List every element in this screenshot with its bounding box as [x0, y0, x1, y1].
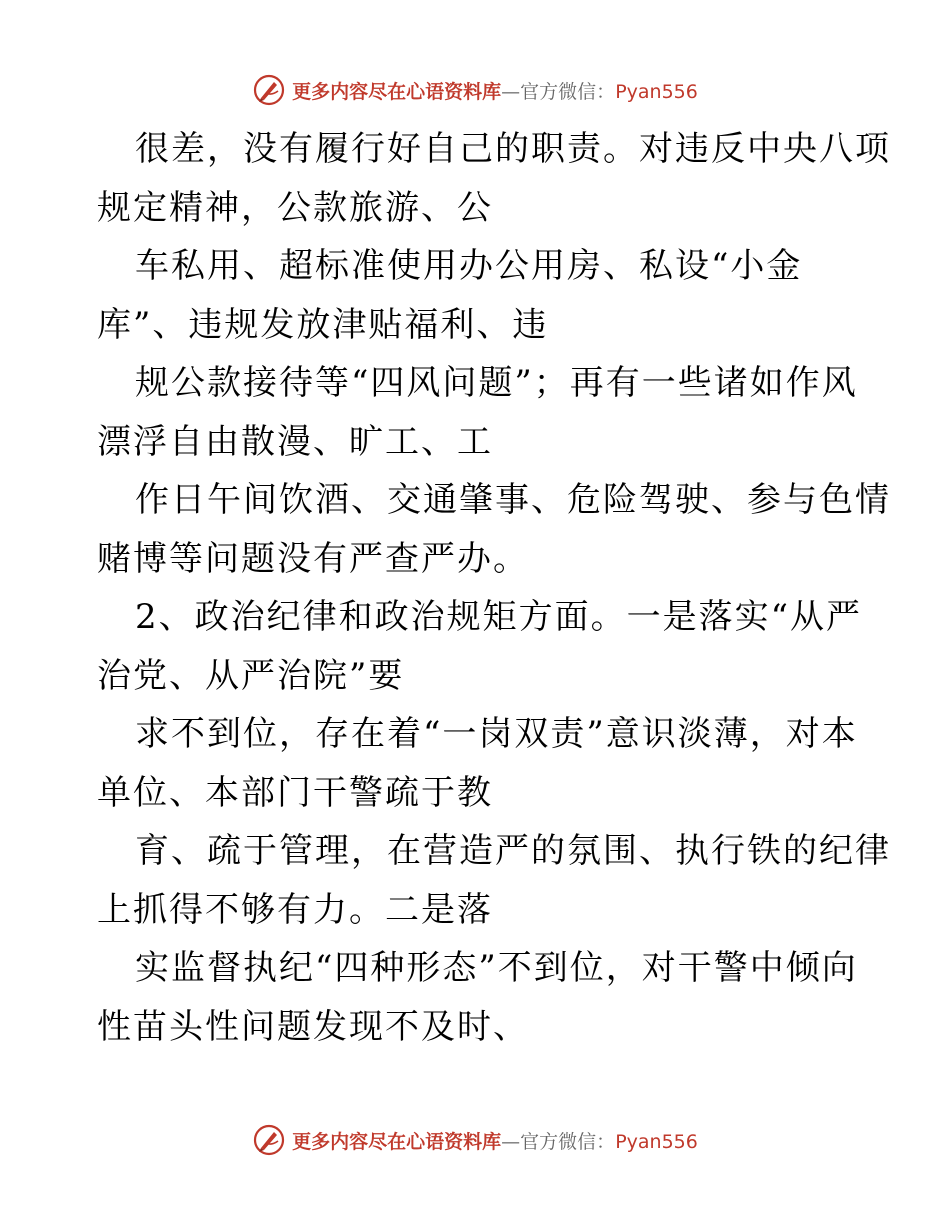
text-line: 规公款接待等“四风问题”；再有一些诸如作风 [135, 363, 858, 403]
text-line: 很差，没有履行好自己的职责。对违反中央八项 [135, 129, 891, 169]
document-body [97, 120, 891, 1056]
watermark-site-name: 更多内容尽在心语资料库 [292, 1130, 502, 1153]
text-line: 赌博等问题没有严查严办。 [97, 538, 529, 579]
text-line: 性苗头性问题发现不及时、 [97, 1006, 529, 1047]
text-line: 2、政治纪律和政治规矩方面。一是落实“从严 [135, 597, 863, 637]
watermark-wechat-id: Pyan556 [615, 80, 698, 103]
watermark-separator: — [501, 1130, 521, 1153]
text-line: 单位、本部门干警疏于教 [97, 772, 493, 813]
text-line: 实监督执纪“四种形态”不到位，对干警中倾向 [135, 948, 858, 988]
text-line: 上抓得不够有力。二是落 [97, 889, 493, 930]
quill-pen-logo-icon [252, 73, 286, 107]
text-line: 作日午间饮酒、交通肇事、危险驾驶、参与色情 [135, 480, 891, 520]
watermark-separator: — [501, 80, 521, 103]
watermark-text [292, 77, 698, 104]
text-line: 漂浮自由散漫、旷工、工 [97, 421, 493, 462]
text-line: 求不到位，存在着“一岗双责”意识淡薄，对本 [135, 714, 858, 754]
watermark-wechat-id: Pyan556 [615, 1130, 698, 1153]
watermark-wechat-label: 官方微信： [520, 1130, 616, 1153]
header-watermark-banner [0, 70, 950, 110]
watermark-site-name: 更多内容尽在心语资料库 [292, 80, 502, 103]
text-line: 育、疏于管理，在营造严的氛围、执行铁的纪律 [135, 831, 891, 871]
text-line: 车私用、超标准使用办公用房、私设“小金 [135, 246, 803, 286]
watermark-text [292, 1127, 698, 1154]
text-line: 规定精神，公款旅游、公 [97, 187, 493, 228]
quill-pen-logo-icon [252, 1123, 286, 1157]
footer-watermark-banner [0, 1120, 950, 1160]
text-line: 治党、从严治院”要 [97, 655, 405, 696]
watermark-wechat-label: 官方微信： [520, 80, 616, 103]
text-line: 库”、违规发放津贴福利、违 [97, 304, 549, 345]
